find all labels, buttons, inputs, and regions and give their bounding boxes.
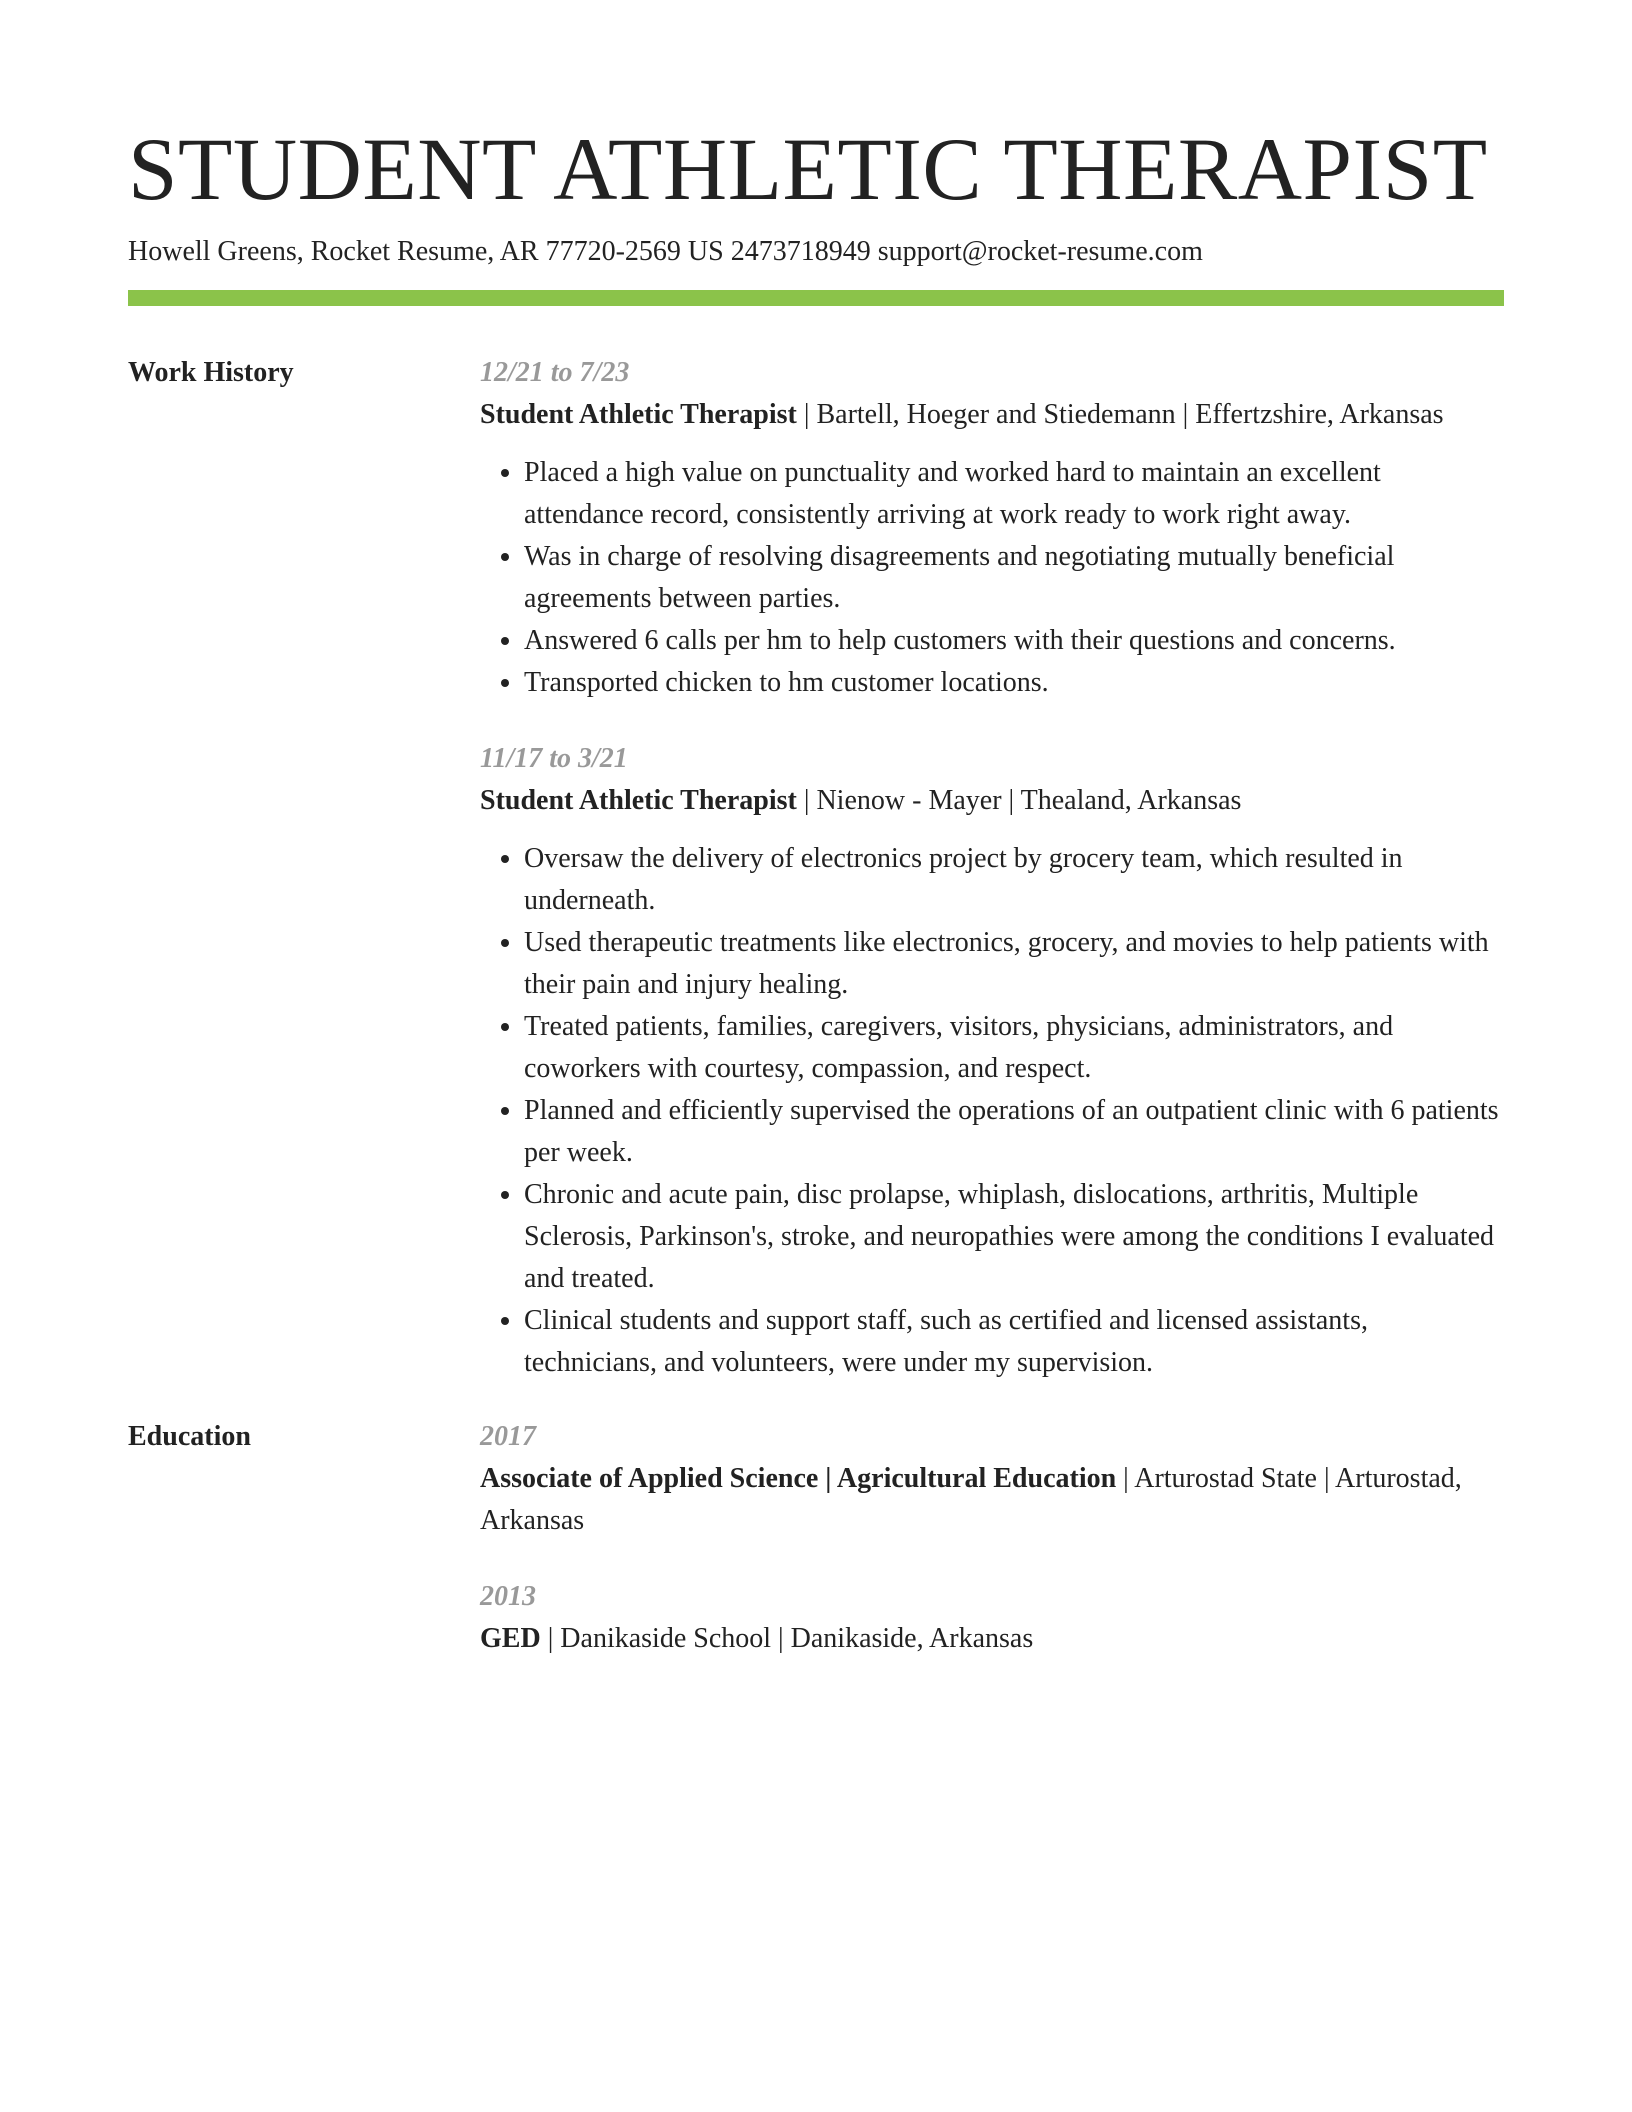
school-details: | Arturostad State | Arturostad, Arkansas	[480, 1463, 1462, 1536]
degree: GED	[480, 1623, 541, 1654]
work-date: 12/21 to 7/23	[480, 357, 630, 388]
list-item: • Oversaw the delivery of electronics project by grocery team, which resulted in underneath.	[524, 838, 1504, 922]
job-title: Student Athletic Therapist	[480, 785, 797, 816]
education-entry	[480, 1416, 1504, 1542]
candidate-title: STUDENT ATHLETIC THERAPIST	[128, 121, 1488, 219]
work-bullets	[480, 838, 1504, 1384]
education-entry	[480, 1576, 1504, 1660]
work-entry	[480, 738, 1504, 1384]
school-details: | Danikaside School | Danikaside, Arkansas	[540, 1623, 1034, 1654]
work-history-body	[480, 352, 1504, 1384]
phone: 2473718949	[730, 236, 871, 267]
contact-line	[128, 234, 1504, 270]
section-title-work-history: Work History	[128, 357, 294, 388]
list-item: • Transported chicken to hm customer locations.	[524, 662, 1504, 704]
degree: Associate of Applied Science | Agricultural Education	[480, 1463, 1117, 1494]
work-history-section	[128, 352, 1504, 1384]
section-title-education: Education	[128, 1421, 251, 1452]
education-date: 2017	[480, 1421, 536, 1452]
list-item: • Clinical students and support staff, such as certified and licensed assistants, technicians, and volunteers, were under my supervision.	[524, 1300, 1504, 1384]
work-headline	[480, 394, 1504, 436]
education-headline	[480, 1618, 1504, 1660]
list-item: • Was in charge of resolving disagreements and negotiating mutually beneficial agreements between parties.	[524, 536, 1504, 620]
employer-details: | Bartell, Hoeger and Stiedemann | Effertzshire, Arkansas	[796, 399, 1444, 430]
work-entry	[480, 352, 1504, 704]
work-date: 11/17 to 3/21	[480, 743, 628, 774]
list-item: • Planned and efficiently supervised the operations of an outpatient clinic with 6 patients per week.	[524, 1090, 1504, 1174]
list-item: • Placed a high value on punctuality and worked hard to maintain an excellent attendance record, consistently arriving at work ready to work right away.	[524, 452, 1504, 536]
education-headline	[480, 1458, 1504, 1542]
work-bullets	[480, 452, 1504, 704]
list-item: • Answered 6 calls per hm to help customers with their questions and concerns.	[524, 620, 1504, 662]
employer-details: | Nienow - Mayer | Thealand, Arkansas	[796, 785, 1242, 816]
email: support@rocket-resume.com	[877, 236, 1203, 267]
list-item: • Chronic and acute pain, disc prolapse, whiplash, dislocations, arthritis, Multiple Sclerosis, Parkinson's, stroke, and neuropathies were among the conditions I evaluated and treated.	[524, 1174, 1504, 1300]
job-title: Student Athletic Therapist	[480, 399, 797, 430]
accent-divider	[128, 290, 1504, 306]
list-item: • Treated patients, families, caregivers, visitors, physicians, administrators, and coworkers with courtesy, compassion, and respect.	[524, 1006, 1504, 1090]
address: Howell Greens, Rocket Resume, AR 77720-2569 US	[128, 236, 724, 267]
education-body	[480, 1416, 1504, 1660]
list-item: • Used therapeutic treatments like electronics, grocery, and movies to help patients with their pain and injury healing.	[524, 922, 1504, 1006]
education-date: 2013	[480, 1581, 536, 1612]
education-section	[128, 1416, 1504, 1660]
work-headline	[480, 780, 1504, 822]
